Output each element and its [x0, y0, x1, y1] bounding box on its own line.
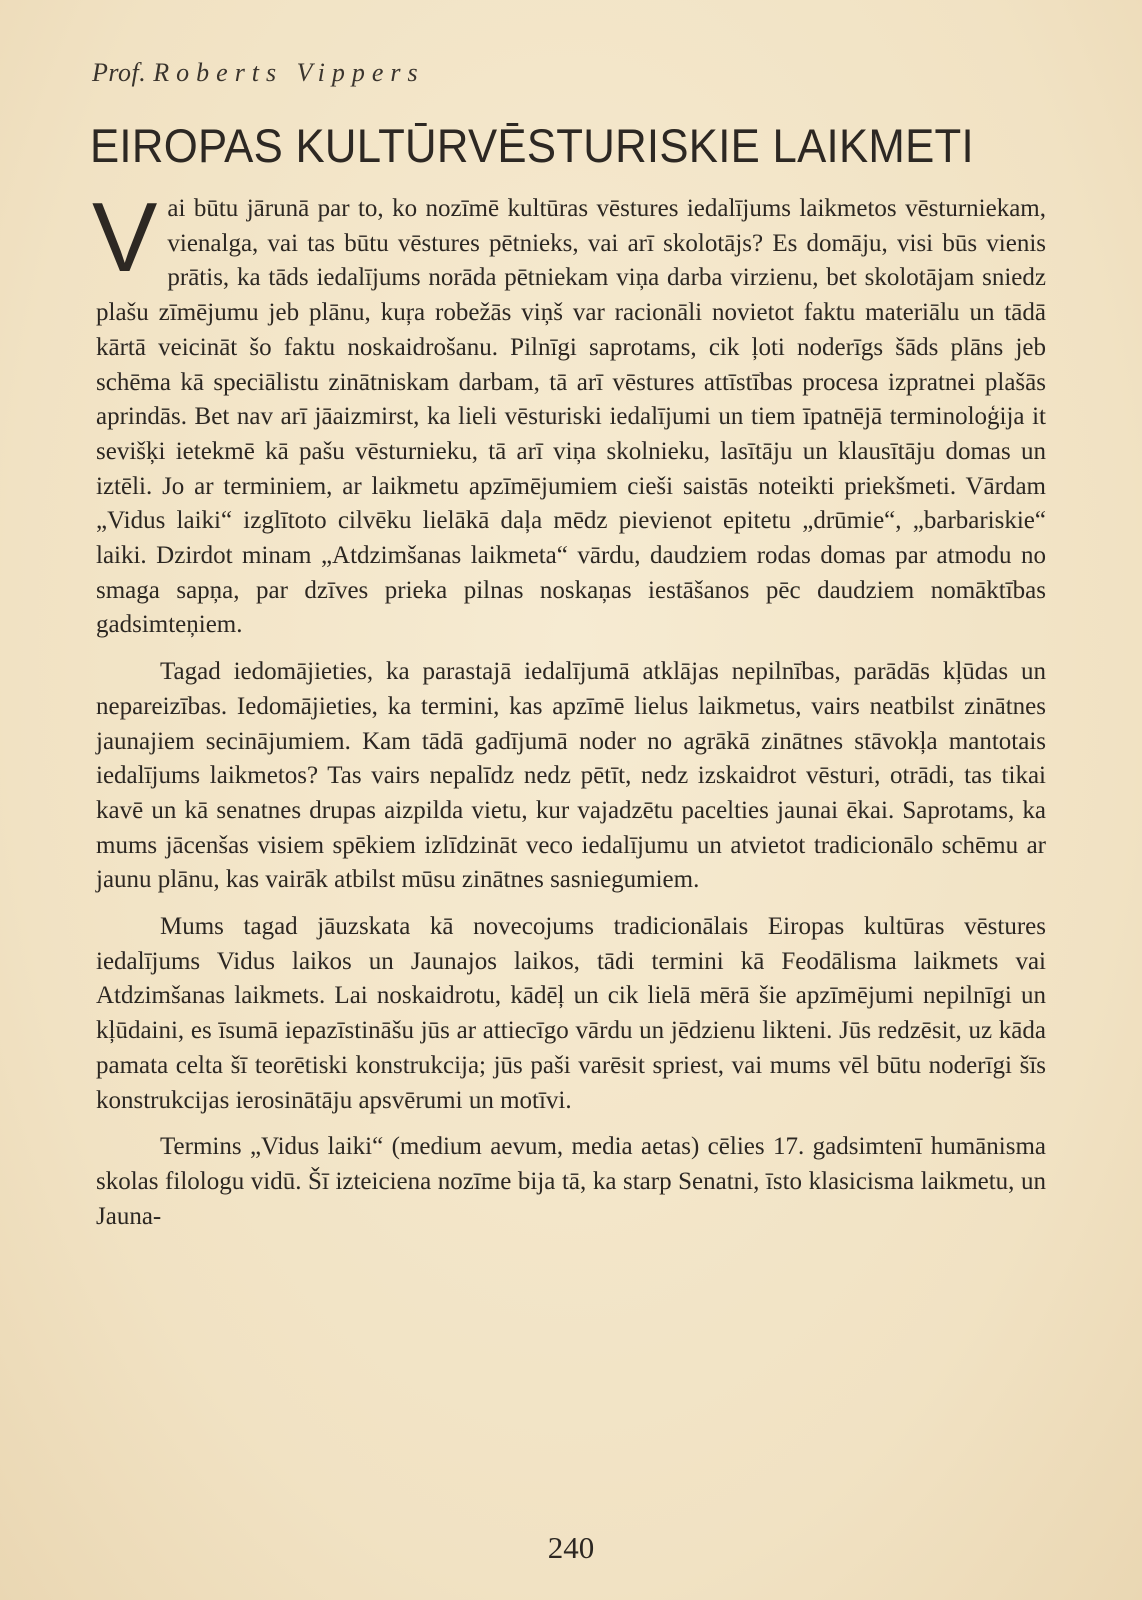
author-prefix: Prof.: [92, 58, 147, 87]
paragraph-1-text: ai būtu jārunā par to, ko nozīmē kultūras vēstures iedalījums laikmetos vēsturniekam, vienalga, vai tas būtu vēstures pētnieks, vai arī skolotājs? Es domāju, visi būs vienis prātis, ka tāds iedalījums norāda pētniekam viņa darba virzienu, bet skolotājam sniedz plašu zīmējumu jeb plānu, kuŗa robežās viņš var racionāli novietot faktu materiālu un tādā kārtā veicināt šo faktu noskaidrošanu. Pilnīgi saprotams, cik ļoti noderīgs šāds plāns jeb schēma kā speciālistu zinātniskam darbam, tā arī vēstures attīstības procesa izpratnei plašās aprindās. Bet nav arī jāaizmirst, ka lieli vēsturiski iedalījumi un tiem īpatnējā terminoloģija it sevišķi ietekmē kā pašu vēsturnieku, tā arī viņa skolnieku, lasītāju un klausītāju domas un iztēli. Jo ar terminiem, ar laikmetu apzīmējumiem cieši saistās noteikti priekšmeti. Vārdam „Vidus laiki“ izglītoto cilvēku lielākā daļa mēdz pievienot epitetu „drūmie“, „barbariskie“ laiki. Dzirdot minam „Atdzimšanas laikmeta“ vārdu, daudziem rodas domas par atmodu no smaga sapņa, par dzīves prieka pilnas noskaņas iestāšanos pēc daudziem nomāktības gadsimteņiem.: [96, 195, 1046, 639]
paragraph-2: Tagad iedomājieties, ka parastajā iedalījumā atklājas nepilnības, parādās kļūdas un nepareizības. Iedomājieties, ka termini, kas apzīmē lielus laikmetus, vairs neatbilst zinātnes jaunajiem secinājumiem. Kam tādā gadījumā noder no agrākā zinātnes stāvokļa mantotais iedalījums laikmetos? Tas vairs nepalīdz nedz pētīt, nedz izskaidrot vēsturi, otrādi, tas tikai kavē un kā senatnes drupas aizpilda vietu, kur vajadzētu pacelties jaunai ēkai. Saprotams, ka mums jācenšas visiem spēkiem izlīdzināt veco iedalījumu un atvietot tradicionālo schēmu ar jaunu plānu, kas vairāk atbilst mūsu zinātnes sasniegumiem.: [96, 658, 1046, 894]
paragraph-1: [92, 182, 1046, 643]
article-body: [92, 182, 1046, 1246]
paragraph-3: Mums tagad jāuzskata kā novecojums tradicionālais Eiropas kultūras vēstures iedalījums Vidus laikos un Jaunajos laikos, tādi termini kā Feodālisma laikmets vai Atdzimšanas laikmets. Lai noskaidrotu, kādēļ un cik lielā mērā šie apzīmējumi nepilnīgi un kļūdaini, es īsumā iepazīstināšu jūs ar attiecīgo vārdu un jēdzienu likteni. Jūs redzēsit, uz kāda pamata celta šī teorētiski konstrukcija; jūs paši varēsit spriest, vai mums vēl būtu noderīgi šīs konstrukcijas ierosinātāju apsvērumi un motīvi.: [96, 913, 1046, 1114]
page-number: 240: [547, 1530, 595, 1565]
author-name: Roberts Vippers: [153, 58, 425, 87]
paragraph-4: Termins „Vidus laiki“ (medium aevum, media aetas) cēlies 17. gadsimtenī humānisma skolas filologu vidū. Šī izteiciena nozīme bija tā, ka starp Senatni, īsto klasicisma laikmetu, un Jauna-: [96, 1133, 1046, 1230]
drop-cap: V: [92, 182, 158, 292]
author-line: [92, 58, 425, 88]
article-title: EIROPAS KULTŪRVĒSTURISKIE LAIKMETI: [90, 119, 974, 172]
